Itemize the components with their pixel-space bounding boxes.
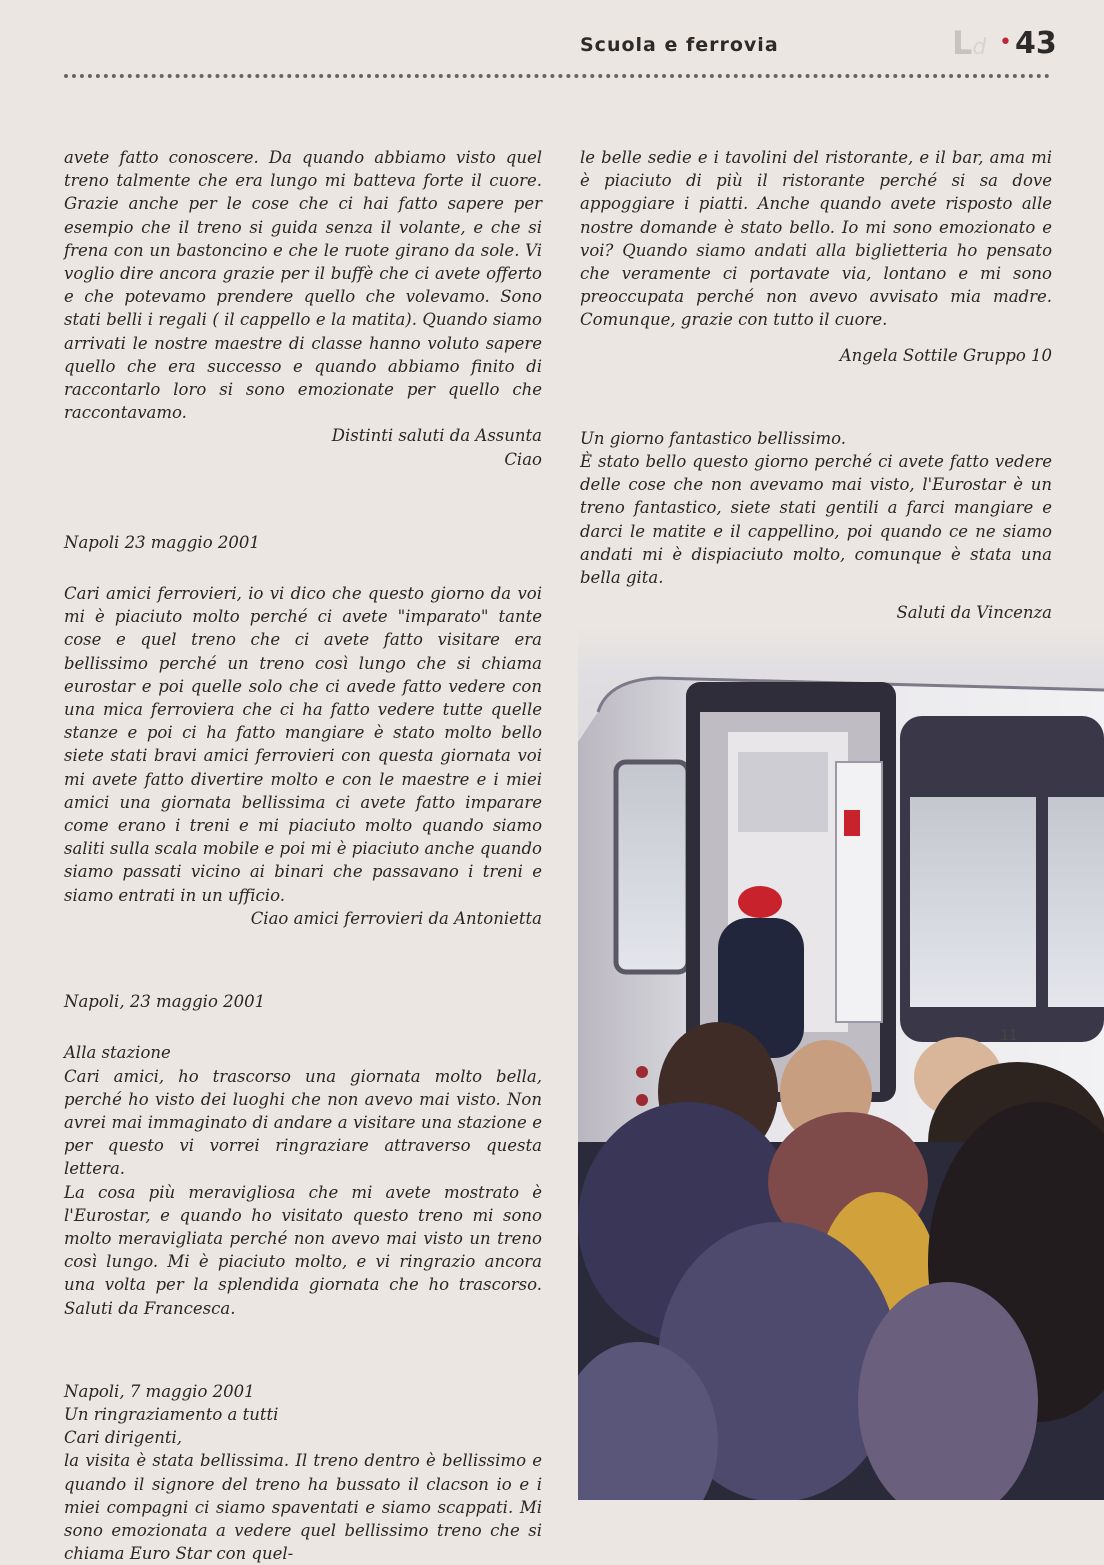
page-number: 43: [1015, 26, 1057, 61]
letter-heading: Un ringraziamento a tutti: [64, 1404, 279, 1424]
letter-date: Napoli, 23 maggio 2001: [64, 992, 266, 1012]
train-window: [616, 762, 688, 972]
right-column: [580, 146, 1052, 624]
dotted-divider: [64, 74, 1050, 78]
train-window: [1048, 797, 1104, 1007]
letter-signature: Distinti saluti da Assunta: [331, 426, 542, 446]
letter-signature: Ciao amici ferrovieri da Antonietta: [250, 908, 542, 928]
door-sign-icon: [844, 810, 860, 836]
letter-body: avete fatto conoscere. Da quando abbiamo visto quel treno talmente che era lungo mi batteva forte il cuore. Grazie anche per le cose che ci hai fatto sapere per esempio che il treno si guida senza il volante, e che si frena con un bastoncino e che le ruote girano da sole. Vi voglio dire ancora grazie per il buffè che ci avete offerto e che potevamo prendere quello che volevamo. Sono stati belli i regali ( il cappello e la matita). Quando siamo arrivati le nostre maestre di classe hanno voluto sapere quello che era successo e quando abbiamo finito di raccontarlo loro si sono emozionate per quello che raccontavamo.: [64, 148, 542, 423]
letter-signature: Saluti da Vincenza: [896, 603, 1052, 623]
red-cap-icon: [738, 886, 782, 918]
red-bullet-icon: •: [999, 30, 1012, 55]
letter-heading: Alla stazione: [64, 1043, 171, 1063]
train-boarding-photo: [578, 622, 1104, 1500]
letter-signature: Ciao: [504, 449, 542, 469]
letter-body: La cosa più meravigliosa che mi avete mostrato è l'Eurostar, e quando ho visitato questo treno mi sono molto meravigliata perché non avevo mai visto un treno così lungo. Mi è piaciuto molto, e vi ringrazio ancora una volta per la splendida giornata che ho trascorso. Saluti da Francesca.: [64, 1182, 542, 1318]
letter-date: Napoli 23 maggio 2001: [64, 532, 260, 552]
letter-body: È stato bello questo giorno perché ci avete fatto vedere delle cose che non avevamo mai visto, l'Eurostar è un treno fantastico, siete stati gentili a farci mangiare e darci le matite e il cappellino, poi quando ce ne siamo andati mi è dispiaciuto molto, comunque è stata una bella gita.: [580, 452, 1052, 588]
section-title: Scuola e ferrovia: [580, 34, 779, 56]
letter-signature: Angela Sottile Gruppo 10: [839, 345, 1052, 365]
train-window: [910, 797, 1036, 1007]
letter-body: Cari amici ferrovieri, io vi dico che questo giorno da voi mi è piaciuto molto perché ci avete "imparato" tante cose e quel treno che ci avete fatto visitare era bellissimo perché un treno così lungo che si chiama eurostar e poi quelle solo che ci avede fatto vedere con una mica ferroviera che ci ha fatto vedere tutte quelle stanze e poi ci ha fatto mangiare è stato molto bello siete stati bravi amici ferrovieri con questa giornata voi mi avete fatto divertire molto e con le maestre e i miei amici una giornata bellissima ci avete fatto imparare come erano i treni e mi piaciuto molto quando siamo saliti sulla scala mobile e poi mi è piaciuto anche quando siamo passati vicino ai binari che passavano i treni e siamo entrati in un ufficio.: [64, 584, 542, 905]
letter-body: Cari amici, ho trascorso una giornata molto bella, perché ho visto dei luoghi che non avevo mai visto. Non avrei mai immaginato di andare a visitare una stazione e per questo vi vorrei ringraziare attraverso questa lettera.: [64, 1066, 542, 1179]
letter-date: Napoli, 7 maggio 2001: [64, 1381, 255, 1401]
page-header: [0, 0, 1104, 90]
letter-body: le belle sedie e i tavolini del ristorante, e il bar, ama mi è piaciuto di più il ristorante perché si sa dove appoggiare i piatti. Anche quando avete risposto alle nostre domande è stato bello. Io mi sono emozionato e voi? Quando siamo andati alla biglietteria ho pensato che veramente ci portavate via, lontano e mi sono preoccupata perché non avevo avvisato mia madre. Comunque, grazie con tutto il cuore.: [580, 148, 1052, 330]
letter-heading: Un giorno fantastico bellissimo.: [580, 428, 846, 448]
train-photo-illustration: [578, 622, 1104, 1500]
letter-body: la visita è stata bellissima. Il treno dentro è bellissimo e quando il signore del treno ha bussato il clacson io e i miei compagni ci siamo spaventati e siamo scappati. Mi sono emozionata a vedere quel bellissimo treno che si chiama Euro Star con quel-: [64, 1451, 542, 1564]
magazine-logo: Ld: [952, 24, 987, 62]
car-number: 11: [1000, 1028, 1018, 1044]
left-column: [64, 146, 542, 1565]
letter-salutation: Cari dirigenti,: [64, 1428, 182, 1448]
